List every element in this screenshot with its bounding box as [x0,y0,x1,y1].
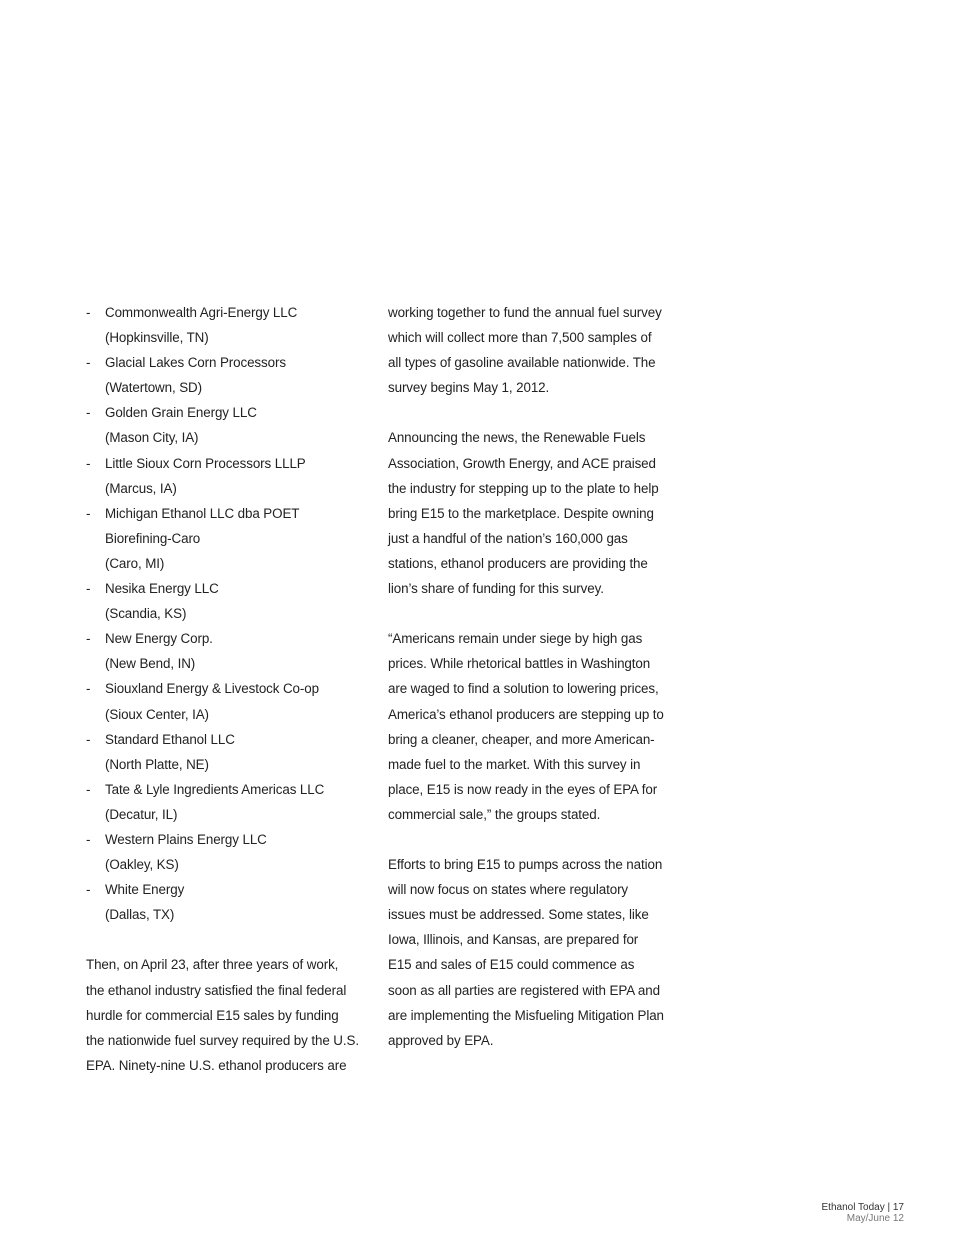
text-line: survey begins May 1, 2012. [388,380,550,396]
list-line-text: Siouxland Energy & Livestock Co-op [105,681,319,697]
left-column [86,300,366,1078]
list-line [86,400,366,425]
list-line-text: (Hopkinsville, TN) [105,330,209,346]
list-line [86,350,366,375]
list-dash [86,651,105,676]
list-line-text: Western Plains Energy LLC [105,831,267,847]
list-line-text: (New Bend, IN) [105,656,196,672]
list-dash: - [86,305,91,320]
list-dash: - [86,781,91,797]
list-dash: - [86,631,91,647]
list-dash: - [86,355,91,371]
list-dash: - [86,681,91,697]
list-line [86,852,366,877]
paragraph-gap [86,927,366,952]
publication-name: Ethanol Today [821,1202,885,1213]
text-line: will now focus on states where regulatory [388,882,629,898]
text-line: prices. While rhetorical battles in Washington [388,656,651,672]
list-line [86,325,366,350]
list-dash [86,425,105,450]
text-line: Association, Growth Energy, and ACE praised [388,455,656,471]
list-line [86,626,366,651]
text-line: the industry for stepping up to the plate to help [388,480,659,496]
list-line [86,827,366,852]
paragraph-gap [388,827,678,852]
list-line-text: Standard Ethanol LLC [105,731,235,747]
list-line [86,877,366,902]
list-dash [86,902,105,927]
list-line-text: (Decatur, IL) [105,806,178,822]
text-line: commercial sale,” the groups stated. [388,806,601,822]
text-line: approved by EPA. [388,1032,494,1048]
list-line-text: Little Sioux Corn Processors LLLP [105,455,306,471]
list-line [86,651,366,676]
text-line: made fuel to the market. With this survey in [388,756,641,772]
text-line: are waged to find a solution to lowering prices, [388,681,659,697]
text-line: Efforts to bring E15 to pumps across the nation [388,857,663,873]
paragraph-gap [388,601,678,626]
list-line [86,802,366,827]
page-number: 17 [892,1202,904,1213]
text-line: issues must be addressed. Some states, like [388,907,649,923]
text-line: bring a cleaner, cheaper, and more American- [388,731,655,747]
text-line: working together to fund the annual fuel survey [388,305,662,320]
right-paragraph-2 [388,425,678,601]
list-dash [86,476,105,501]
list-line-text: (Oakley, KS) [105,857,179,873]
text-line: Announcing the news, the Renewable Fuels [388,430,646,446]
list-line [86,501,366,526]
list-line [86,476,366,501]
list-dash: - [86,455,91,471]
text-line: soon as all parties are registered with EPA and [388,982,660,998]
list-dash [86,551,105,576]
list-dash [86,702,105,727]
producer-list [86,300,366,927]
text-line: bring E15 to the marketplace. Despite owning [388,505,654,521]
list-dash: - [86,505,91,521]
list-line [86,451,366,476]
text-line: lion’s share of funding for this survey. [388,581,604,597]
right-paragraph-4 [388,852,678,1053]
text-line: place, E15 is now ready in the eyes of EPA for [388,781,658,797]
list-dash [86,852,105,877]
list-line-text: Nesika Energy LLC [105,581,219,597]
list-line-text: (North Platte, NE) [105,756,209,772]
footer-separator: | [887,1202,891,1213]
list-line [86,526,366,551]
text-line: Then, on April 23, after three years of work, [86,957,339,973]
list-line [86,777,366,802]
list-line-text: Glacial Lakes Corn Processors [105,355,286,371]
list-line-text: Michigan Ethanol LLC dba POET [105,505,300,521]
right-column [388,300,678,1053]
list-line [86,576,366,601]
list-line [86,551,366,576]
list-line-text: Golden Grain Energy LLC [105,405,257,421]
list-dash [86,526,105,551]
text-line: are implementing the Misfueling Mitigation Plan [388,1007,664,1023]
list-line-text: Biorefining-Caro [105,530,201,546]
text-line: all types of gasoline available nationwide. The [388,355,656,371]
text-line: Iowa, Illinois, and Kansas, are prepared for [388,932,639,948]
list-line-text: (Dallas, TX) [105,907,175,923]
text-line: the ethanol industry satisfied the final federal [86,982,347,998]
left-paragraph [86,952,366,1077]
list-dash [86,752,105,777]
list-dash [86,375,105,400]
right-paragraph-3 [388,626,678,827]
list-line-text: New Energy Corp. [105,631,213,647]
list-dash: - [86,731,91,747]
list-line [86,902,366,927]
list-dash: - [86,581,91,597]
text-line: E15 and sales of E15 could commence as [388,957,635,973]
list-line-text: Commonwealth Agri-Energy LLC [105,305,298,320]
list-line-text: (Mason City, IA) [105,430,199,446]
text-line: which will collect more than 7,500 samples of [388,330,652,346]
text-line: the nationwide fuel survey required by the U.S. [86,1032,359,1048]
list-dash [86,601,105,626]
list-line [86,727,366,752]
text-line: “Americans remain under siege by high gas [388,631,643,647]
list-line [86,752,366,777]
list-line-text: (Marcus, IA) [105,480,177,496]
list-line-text: (Caro, MI) [105,555,165,571]
footer-folio [822,1202,905,1213]
list-line [86,425,366,450]
list-dash: - [86,831,91,847]
list-dash: - [86,882,91,898]
text-line: hurdle for commercial E15 sales by funding [86,1007,339,1023]
list-line-text: (Scandia, KS) [105,606,187,622]
list-line [86,676,366,701]
page-footer [822,1202,905,1224]
list-dash: - [86,405,91,421]
list-line [86,601,366,626]
text-line: America’s ethanol producers are stepping up to [388,706,664,722]
list-line-text: (Sioux Center, IA) [105,706,209,722]
list-line-text: White Energy [105,882,185,898]
list-dash [86,325,105,350]
right-paragraph-1 [388,300,678,400]
list-line [86,375,366,400]
list-line [86,300,366,325]
issue-date: May/June 12 [846,1213,904,1224]
text-line: just a handful of the nation’s 160,000 gas [388,530,628,546]
list-line [86,702,366,727]
list-dash [86,802,105,827]
list-line-text: Tate & Lyle Ingredients Americas LLC [105,781,325,797]
text-line: stations, ethanol producers are providing the [388,555,648,571]
list-line-text: (Watertown, SD) [105,380,202,396]
paragraph-gap [388,400,678,425]
text-line: EPA. Ninety-nine U.S. ethanol producers are [86,1057,347,1073]
